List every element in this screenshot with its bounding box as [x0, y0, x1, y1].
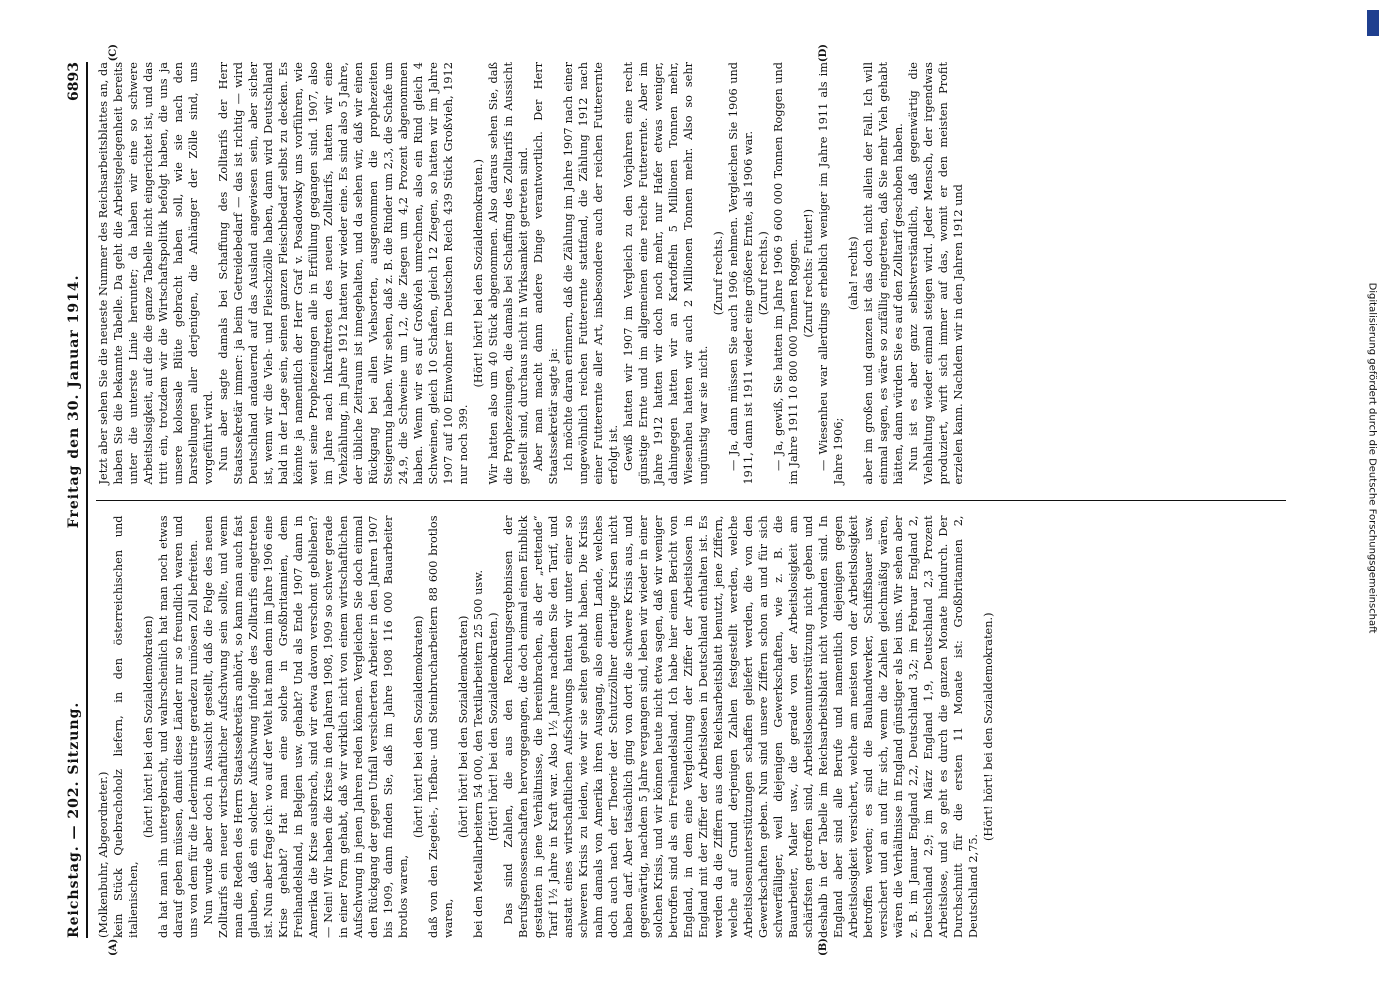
interjection: (Hört! hört! bei den Sozialdemokraten.) — [471, 158, 485, 388]
interjection: (aha! rechts) — [846, 236, 860, 311]
paragraph: — Ja, gewiß, Sie hatten im Jahre 1906 9 600 000 Tonnen Roggen und im Jahre 1911 10 800 000 Tonnen Roggen. — [771, 62, 800, 485]
interjection: (hört! hört! bei den Sozialdemokraten) — [456, 615, 470, 838]
interjection: (Zuruf rechts: Futter!) — [801, 208, 815, 338]
interjection: (Zuruf rechts.) — [711, 231, 725, 316]
text-columns — [96, 44, 1286, 956]
paragraph: Nun wurde aber doch in Aussicht gestellt, daß die Folge des neuen Zolltarifs ein neuer wirtschaftlicher Aufschwung sein sollte, und wenn man die Reden des Herrn Staatssekretärs anhört, so kann man auch fast glauben, daß ein solcher Aufschwung infolge des Zolltarifs eingetreten ist. Nun aber frage ich: wo auf der Welt hat man denn im Jahre 1906 eine Krise gehabt? Hat man eine solche in Großbritannien, dem Freihandelsland, in Belgien usw. gehabt? Und als Ende 1907 dann in Amerika die Krise ausbrach, sind wir etwa davon verschont geblieben? — Nein! Wir haben die Krise in den Jahren 1908, 1909 so schwer gerade in einer Form gehabt, daß wir wirklich nicht von einem wirtschaftlichen Aufschwung in jenen Jahren reden können. Vergleichen Sie doch einmal den Rückgang der gegen Unfall versicherten Arbeiter in den Jahren 1907 bis 1909, dann finden Sie, daß im Jahre 1908 116 000 Bauarbeiter brotlos waren, — [201, 515, 410, 938]
paragraph: Jetzt aber sehen Sie die neueste Nummer des Reichsarbeitsblattes an, da haben Sie die bekannte Tabelle. Da geht die Arbeitsgelegenheit bereits unter die unterste Linie herunter; da haben wir eine so schwere Arbeitslosigkeit, auf die die ganze Tabelle nicht eingerichtet ist, und das tritt ein, trotzdem wir die Wirtschaftspolitik befolgt haben, die uns ja unsere kolossale Blüte gebracht haben soll, wie sie nach den Darstellungen aller derjenigen, die Anhänger der Zölle sind, uns vorgeführt wird. — [96, 62, 215, 485]
header-date: Freitag den 30. Januar 1914. — [65, 274, 82, 529]
paragraph: aber im großen und ganzen ist das doch nicht allein der Fall. Ich will einmal sagen, es wäre so zufällig eingetreten, daß Sie mehr Vieh gehabt hätten, dann würden Sie es auf den Zolltarif geschoben haben. — [861, 62, 905, 485]
left-column — [96, 501, 1286, 956]
digitization-credit — [1363, 8, 1381, 908]
paragraph: (Molkenbuhr, Abgeordneter.) — [96, 771, 110, 938]
interjection: (hört! hört! bei den Sozialdemokraten) — [411, 615, 425, 838]
right-column — [96, 44, 1286, 485]
margin-marker-b: (B) — [817, 938, 829, 956]
margin-marker-c: (C) — [107, 44, 119, 62]
paragraph: — Wiesenheu war allerdings erheblich weniger im Jahre 1911 als im Jahre 1906; — [816, 62, 845, 485]
interjection: (Zuruf rechts.) — [756, 231, 770, 316]
document-page — [52, 40, 1332, 960]
paragraph: daß von den Ziegelei-, Tiefbau- und Steinbrucharbeitern 88 600 brotlos waren, — [426, 515, 455, 938]
page-number: 6893 — [65, 62, 82, 101]
paragraph: Gewiß hatten wir 1907 im Vergleich zu den Vorjahren eine recht günstige Ernte und im allgemeinen eine reiche Futterernte. Aber im Jahre 1912 hatten wir doch noch mehr, nur Hafer etwas weniger, dahingegen hatten wir an Kartoffeln 5 Millionen Tonnen mehr, Wiesenheu hatten wir auch 2 Millionen Tonnen mehr. Also so sehr ungünstig war sie nicht. — [621, 62, 710, 485]
interjection: (Hört! hört! bei den Sozialdemokraten.) — [981, 612, 995, 842]
paragraph: kein Stück Quebrachoholz liefern, in den österreichischen und italienischen, — [111, 515, 140, 938]
paragraph: — Ja, dann müssen Sie auch 1906 nehmen. Vergleichen Sie 1906 und 1911, dann ist 1911 wieder eine größere Ernte, als 1906 war. — [726, 62, 755, 485]
interjection: (hört! hört! bei den Sozialdemokraten) — [141, 615, 155, 838]
page-header — [66, 62, 88, 938]
margin-marker-a: (A) — [107, 938, 119, 956]
paragraph: Aber man macht dann andere Dinge verantwortlich. Der Herr Staatssekretär sagte ja: — [531, 62, 560, 485]
paragraph: Nun ist es aber ganz selbstverständlich, daß gegenwärtig die Viehhaltung wieder einmal steigen wird. Jeder Mensch, der irgendwas produziert, wirft sich immer auf das, womit er den meisten Profit erzielen kann. Nachdem wir in den Jahren 1912 und — [906, 62, 965, 485]
paragraph: da hat man ihn untergebracht, und wahrscheinlich hat man noch etwas darauf geben müssen, damit diese Länder nur so freundlich waren und uns von dem für die Lederindustrie geradezu ruinösen Zoll befreiten. — [156, 515, 200, 938]
paragraph: Wir hatten also um 40 Stück abgenommen. Also daraus sehen Sie, daß die Prophezeiungen, die damals bei Schaffung des Zolltarifs in Aussicht gestellt sind, durchaus nicht in Wirksamkeit getreten sind. — [486, 62, 530, 485]
paragraph: Ich möchte daran erinnern, daß die Zählung im Jahre 1907 nach einer ungewöhnlich reichen Futterernte stattfand, die Zählung 1912 nach einer Futterernte aller Art, insbesondere auch der reichen Futterernte erfolgt ist. — [561, 62, 620, 485]
credit-text: Digitalisierung gefördert durch die Deutsche Forschungsgemeinschaft — [1366, 282, 1378, 634]
interjection: (Hört! hört! bei den Sozialdemokraten.) — [486, 612, 500, 842]
paragraph: bei den Metallarbeitern 54 000, den Textilarbeitern 25 500 usw. — [471, 569, 485, 938]
header-session: Reichstag. — 202. Sitzung. — [65, 701, 82, 938]
paragraph: Das sind Zahlen, die aus den Rechnungsergebnissen der Berufsgenossenschaften hervorgegangen, die doch einmal einen Einblick gestatten in jene Verhältnisse, die hereinbrachen, als der „rettende“ Tarif 1½ Jahre in Kraft war. Also 1½ Jahre nachdem Sie den Tarif, und anstatt eines wirtschaftlichen Aufschwungs hatten wir unter einer so schweren Krisis zu leiden, wie wir sie selten gehabt haben. Die Krisis nahm damals von Amerika ihren Ausgang, also einem Lande, welches doch auch nach der Theorie der Schutzzöllner derartige Krisen nicht haben darf. Aber tatsächlich ging von dort die schwere Krisis aus, und gegenwärtig, nachdem 5 Jahre vergangen sind, leben wir wieder in einer solchen Krisis, und wir können heute nicht etwa sagen, daß wir weniger betroffen sind als ein Freihandelsland. Ich habe hier einen Bericht von England, in dem eine Vergleichung der Ziffer der Arbeitslosen in England mit der Ziffer der Arbeitslosen in Deutschland enthalten ist. Es werden da die Ziffern aus dem Reichsarbeitsblatt benutzt, jene Ziffern, welche auf Grund derjenigen Zahlen festgestellt werden, welche Arbeitslosenunterstützungen schaffen geliefert werden, die von den Gewerkschaften geben. Nun sind unsere Ziffern schon an und für sich schwerfälliger, weil diejenigen Gewerkschaften, wie z. B. die Bauarbeiter, Maler usw., die gerade von der Arbeitslosigkeit am schärfsten getroffen sind, Arbeitslosenunterstützung nicht geben und deshalb in der Tabelle im Reichsarbeitsblatt nicht vorhanden sind. In England aber sind alle Berufe und namentlich diejenigen gegen Arbeitslosigkeit versichert, welche am meisten von der Arbeitslosigkeit betroffen werden; es sind die Bauhandwerker, Schiffsbauer usw. versichert und an und für sich, wenn die Zahlen gleichmäßig wären, wären die Verhältnisse in England günstiger als bei uns. Wir sehen aber z. B. im Januar England 2,2, Deutschland 3,2; im Februar England 2, Deutschland 2,9; im März England 1,9, Deutschland 2,3 Prozent Arbeitslose, und so geht es durch die ganzen Monate hindurch. Der Durchschnitt für die ersten 11 Monate ist: Großbritannien 2, Deutschland 2,75. — [501, 515, 980, 938]
paragraph: Nun aber sagte damals bei Schaffung des Zolltarifs der Herr Staatssekretär immer: ja beim Getreidebedarf — das ist richtig — wird Deutschland andauernd auf das Ausland angewiesen sein, aber sicher ist, wenn wir die Vieh- und Fleischzölle haben, dann wird Deutschland bald in der Lage sein, seinen ganzen Fleischbedarf selbst zu decken. Es könnte ja namentlich der Herr Graf v. Posadowsky uns vorführen, wie weit seine Prophezeiungen alle in Erfüllung gegangen sind. 1907, also im Jahre nach Inkrafttreten des neuen Zolltarifs, hatten wir eine Viehzählung, im Jahre 1912 hatten wir wieder eine. Es sind also 5 Jahre, der übliche Zeitraum ist innegehalten, und da sehen wir, daß wir einen Rückgang bei allen Viehsorten, ausgenommen die prophezeiten Steigerung haben. Wir sehen, daß z. B. die Rinder um 2,3, die Schafe um 24,9, die Schweine um 1,2, die Ziegen um 4,2 Prozent abgenommen haben. Wenn wir es auf Großvieh umrechnen, also ein Rind gleich 4 Schweinen, gleich 10 Schafen, gleich 12 Ziegen, so hatten wir im Jahre 1907 auf 100 Einwohner im Deutschen Reich 439 Stück Großvieh, 1912 nur noch 399. — [216, 62, 470, 485]
margin-marker-d: (D) — [817, 44, 829, 63]
